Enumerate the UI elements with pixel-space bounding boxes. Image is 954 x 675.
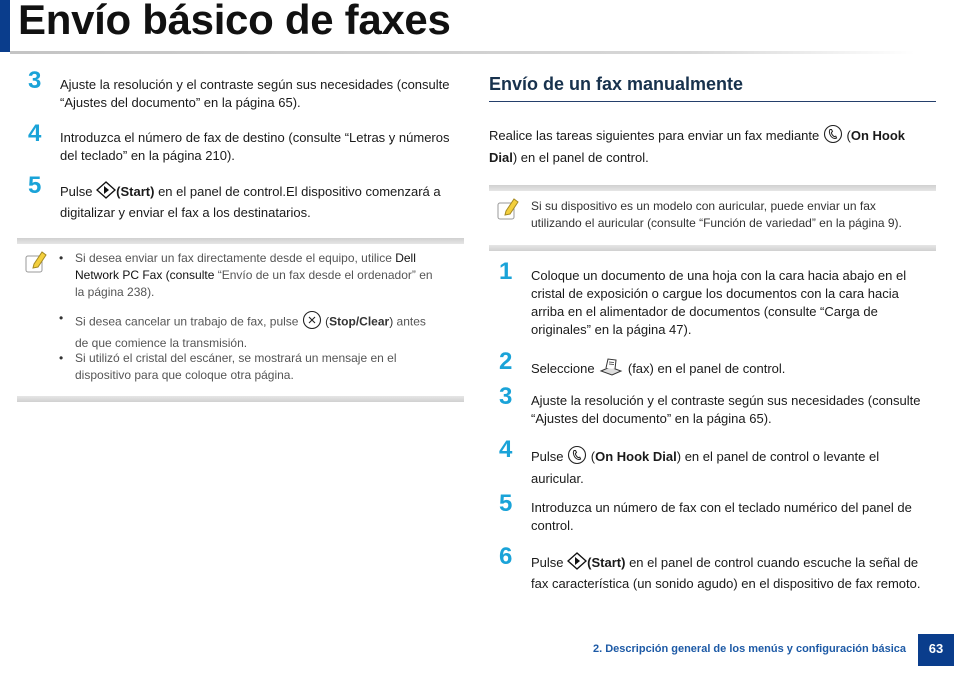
step-text	[531, 552, 921, 593]
step-line: “Ajustes del documento” en la página 65).	[60, 95, 301, 110]
note-line: Si su dispositivo es un modelo con auricular, puede enviar un fax	[531, 199, 876, 213]
note-bottom-bar	[17, 396, 464, 402]
dell-link-a: Dell	[395, 251, 416, 265]
bullet-dot: •	[59, 311, 64, 325]
start-icon	[96, 181, 116, 204]
bullet-dot: •	[59, 251, 64, 265]
title-underline	[10, 51, 915, 54]
note-pencil-icon	[25, 250, 47, 279]
on-hook-label-a: On Hook	[850, 127, 905, 143]
step-line: digitalizar y enviar el fax a los destinatarios.	[60, 205, 311, 220]
note-bottom-bar	[489, 245, 936, 251]
step-text	[531, 357, 785, 382]
step-text	[531, 392, 921, 428]
intro-text-a: Realice las tareas siguientes para enviar un fax mediante	[489, 127, 820, 143]
step-text-post: en el panel de control.El dispositivo comenzará a	[158, 183, 441, 199]
bullet-text-b: antes	[396, 314, 426, 329]
step-line: Coloque un documento de una hoja con la cara hacia abajo en el	[531, 268, 907, 283]
step-line: control.	[531, 518, 574, 533]
bullet-text-a: Si utilizó el cristal del escáner, se mostrará un mensaje en el	[75, 351, 397, 365]
title-accent-bar	[0, 0, 10, 52]
step-line: Ajuste la resolución y el contraste según sus necesidades (consulte	[60, 77, 450, 92]
step-text-post: (fax) en el panel de control.	[627, 360, 786, 376]
step-number: 6	[499, 543, 513, 570]
note-text	[531, 198, 931, 232]
page-title: Envío básico de faxes	[18, 0, 451, 43]
step-text-post: en el panel de control o levante el	[684, 448, 880, 464]
step-text	[60, 129, 450, 165]
bullet-text: Si desea cancelar un trabajo de fax, pulse (Stop/Clear) antes de que comience la transmisión.	[75, 310, 426, 352]
step-number: 1	[499, 258, 513, 285]
step-text	[531, 267, 906, 339]
step-line: auricular.	[531, 471, 584, 486]
on-hook-label-b: Dial	[489, 150, 513, 165]
step-text-pre: Pulse	[531, 554, 564, 570]
bullet-text	[75, 350, 397, 384]
section-title: Envío de un fax manualmente	[489, 74, 744, 94]
intro-text-b: en el panel de control.	[520, 150, 649, 165]
step-line: Introduzca un número de fax con el teclado numérico del panel de	[531, 500, 912, 515]
step-text	[531, 499, 912, 535]
step-number: 5	[28, 172, 42, 199]
step-number: 2	[499, 348, 513, 375]
fax-icon	[598, 357, 624, 382]
step-line: “Ajustes del documento” en la página 65).	[531, 411, 772, 426]
step-line: originales” en la página 47).	[531, 322, 692, 337]
start-icon	[567, 552, 587, 575]
right-note-box	[489, 185, 936, 251]
stop-clear-icon	[302, 310, 322, 335]
right-intro: Realice las tareas siguientes para enviar un fax mediante (On Hook Dial) en el panel de control.	[489, 124, 939, 167]
step-line: fax característica (un sonido agudo) en el dispositivo de fax remoto.	[531, 576, 921, 591]
bullet-dot: •	[59, 351, 64, 365]
step-line: arriba en el alimentador de documentos (consulte “Carga de	[531, 304, 878, 319]
step-text	[60, 76, 450, 112]
step-number: 4	[499, 436, 513, 463]
on-hook-dial-label: On Hook Dial	[595, 448, 677, 464]
step-number: 4	[28, 120, 42, 147]
bullet-text-a: Si desea enviar un fax directamente desde el equipo, utilice	[75, 251, 392, 265]
step-text	[60, 181, 441, 222]
step-line: Introduzca el número de fax de destino (consulte “Letras y números	[60, 130, 450, 145]
left-note-box	[17, 238, 464, 402]
note-top-bar	[17, 238, 464, 244]
on-hook-dial-icon	[823, 124, 843, 149]
section-underline	[489, 101, 936, 102]
bullet-text-a: Si desea cancelar un trabajo de fax, pulse	[75, 314, 299, 329]
footer-section-link[interactable]: 2. Descripción general de los menús y configuración básica	[593, 643, 906, 655]
on-hook-dial-icon	[567, 445, 587, 470]
bullet-text-c: de que comience la transmisión.	[75, 336, 248, 350]
page-number-badge: 63	[918, 634, 954, 666]
bullet-text-b: dispositivo para que coloque otra página.	[75, 368, 294, 382]
bullet-text-c: la página 238).	[75, 285, 155, 299]
step-text-pre: Pulse	[531, 448, 564, 464]
bullet-text-b: “Envío de un fax desde el ordenador” en	[217, 268, 433, 282]
bullet-text	[75, 250, 433, 301]
step-line: cristal de exposición o cargue los documentos con la cara hacia	[531, 286, 899, 301]
start-label: (Start)	[587, 554, 626, 570]
note-pencil-icon	[497, 197, 519, 226]
step-number: 3	[28, 67, 42, 94]
step-line: del teclado” en la página 210).	[60, 148, 235, 163]
step-text-post: en el panel de control cuando escuche la señal de	[629, 554, 919, 570]
step-number: 3	[499, 383, 513, 410]
dell-link-b: Network PC Fax (consulte	[75, 268, 215, 282]
step-number: 5	[499, 490, 513, 517]
step-text-pre: Pulse	[60, 183, 93, 199]
step-line: Ajuste la resolución y el contraste según sus necesidades (consulte	[531, 393, 921, 408]
step-text: Pulse (On Hook Dial) en el panel de control o levante el auricular.	[531, 445, 879, 488]
note-line: utilizando el auricular (consulte “Función de variedad” en la página 9).	[531, 216, 902, 230]
step-text-pre: Seleccione	[531, 360, 595, 376]
start-label: (Start)	[116, 183, 155, 199]
stop-clear-label: Stop/Clear	[329, 314, 390, 329]
note-top-bar	[489, 185, 936, 191]
